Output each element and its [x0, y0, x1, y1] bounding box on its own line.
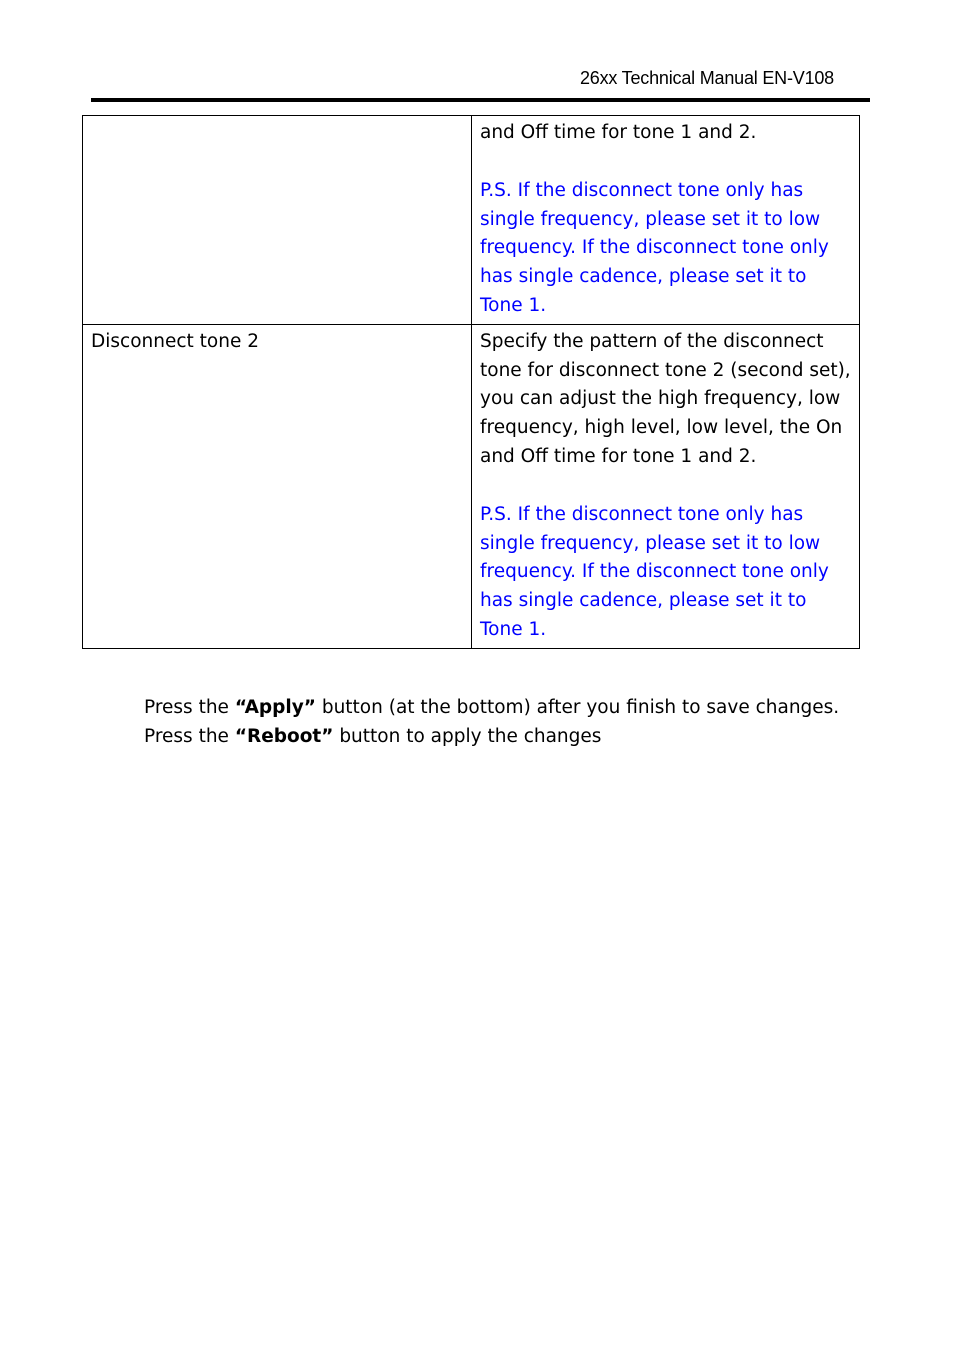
- reboot-label: “Reboot”: [234, 725, 334, 747]
- parameter-cell: Disconnect tone 2: [83, 324, 472, 648]
- note-text: P.S. If the disconnect tone only has single frequency, please set it to low frequency. If the disconnect tone only has single cadence, please set it to Tone 1.: [480, 179, 829, 316]
- note-text: P.S. If the disconnect tone only has single frequency, please set it to low frequency. If the disconnect tone only has single cadence, please set it to Tone 1.: [480, 503, 829, 640]
- description-cell: [472, 116, 860, 325]
- description-text: Specify the pattern of the disconnect tone for disconnect tone 2 (second set), you can adjust the high frequency, low frequency, high level, low level, the On and Off time for tone 1 and 2.: [480, 330, 851, 467]
- header-divider: [91, 98, 870, 102]
- instruction-suffix: button (at the bottom) after you finish to save changes.: [315, 697, 840, 718]
- reboot-instruction: [144, 723, 839, 752]
- instruction-suffix: button to apply the changes: [333, 725, 602, 747]
- apply-label: “Apply”: [234, 697, 316, 718]
- instruction-prefix: Press the: [144, 725, 235, 747]
- description-text: and Off time for tone 1 and 2.: [480, 122, 757, 143]
- instructions: [144, 694, 839, 751]
- table-row: [83, 324, 860, 648]
- instruction-prefix: Press the: [144, 697, 235, 718]
- apply-instruction: [144, 694, 839, 723]
- page-header-title: 26xx Technical Manual EN-V108: [579, 68, 834, 88]
- parameter-cell: [83, 116, 472, 325]
- table-row: [83, 116, 860, 325]
- parameter-table: [82, 115, 860, 649]
- description-cell: [472, 324, 860, 648]
